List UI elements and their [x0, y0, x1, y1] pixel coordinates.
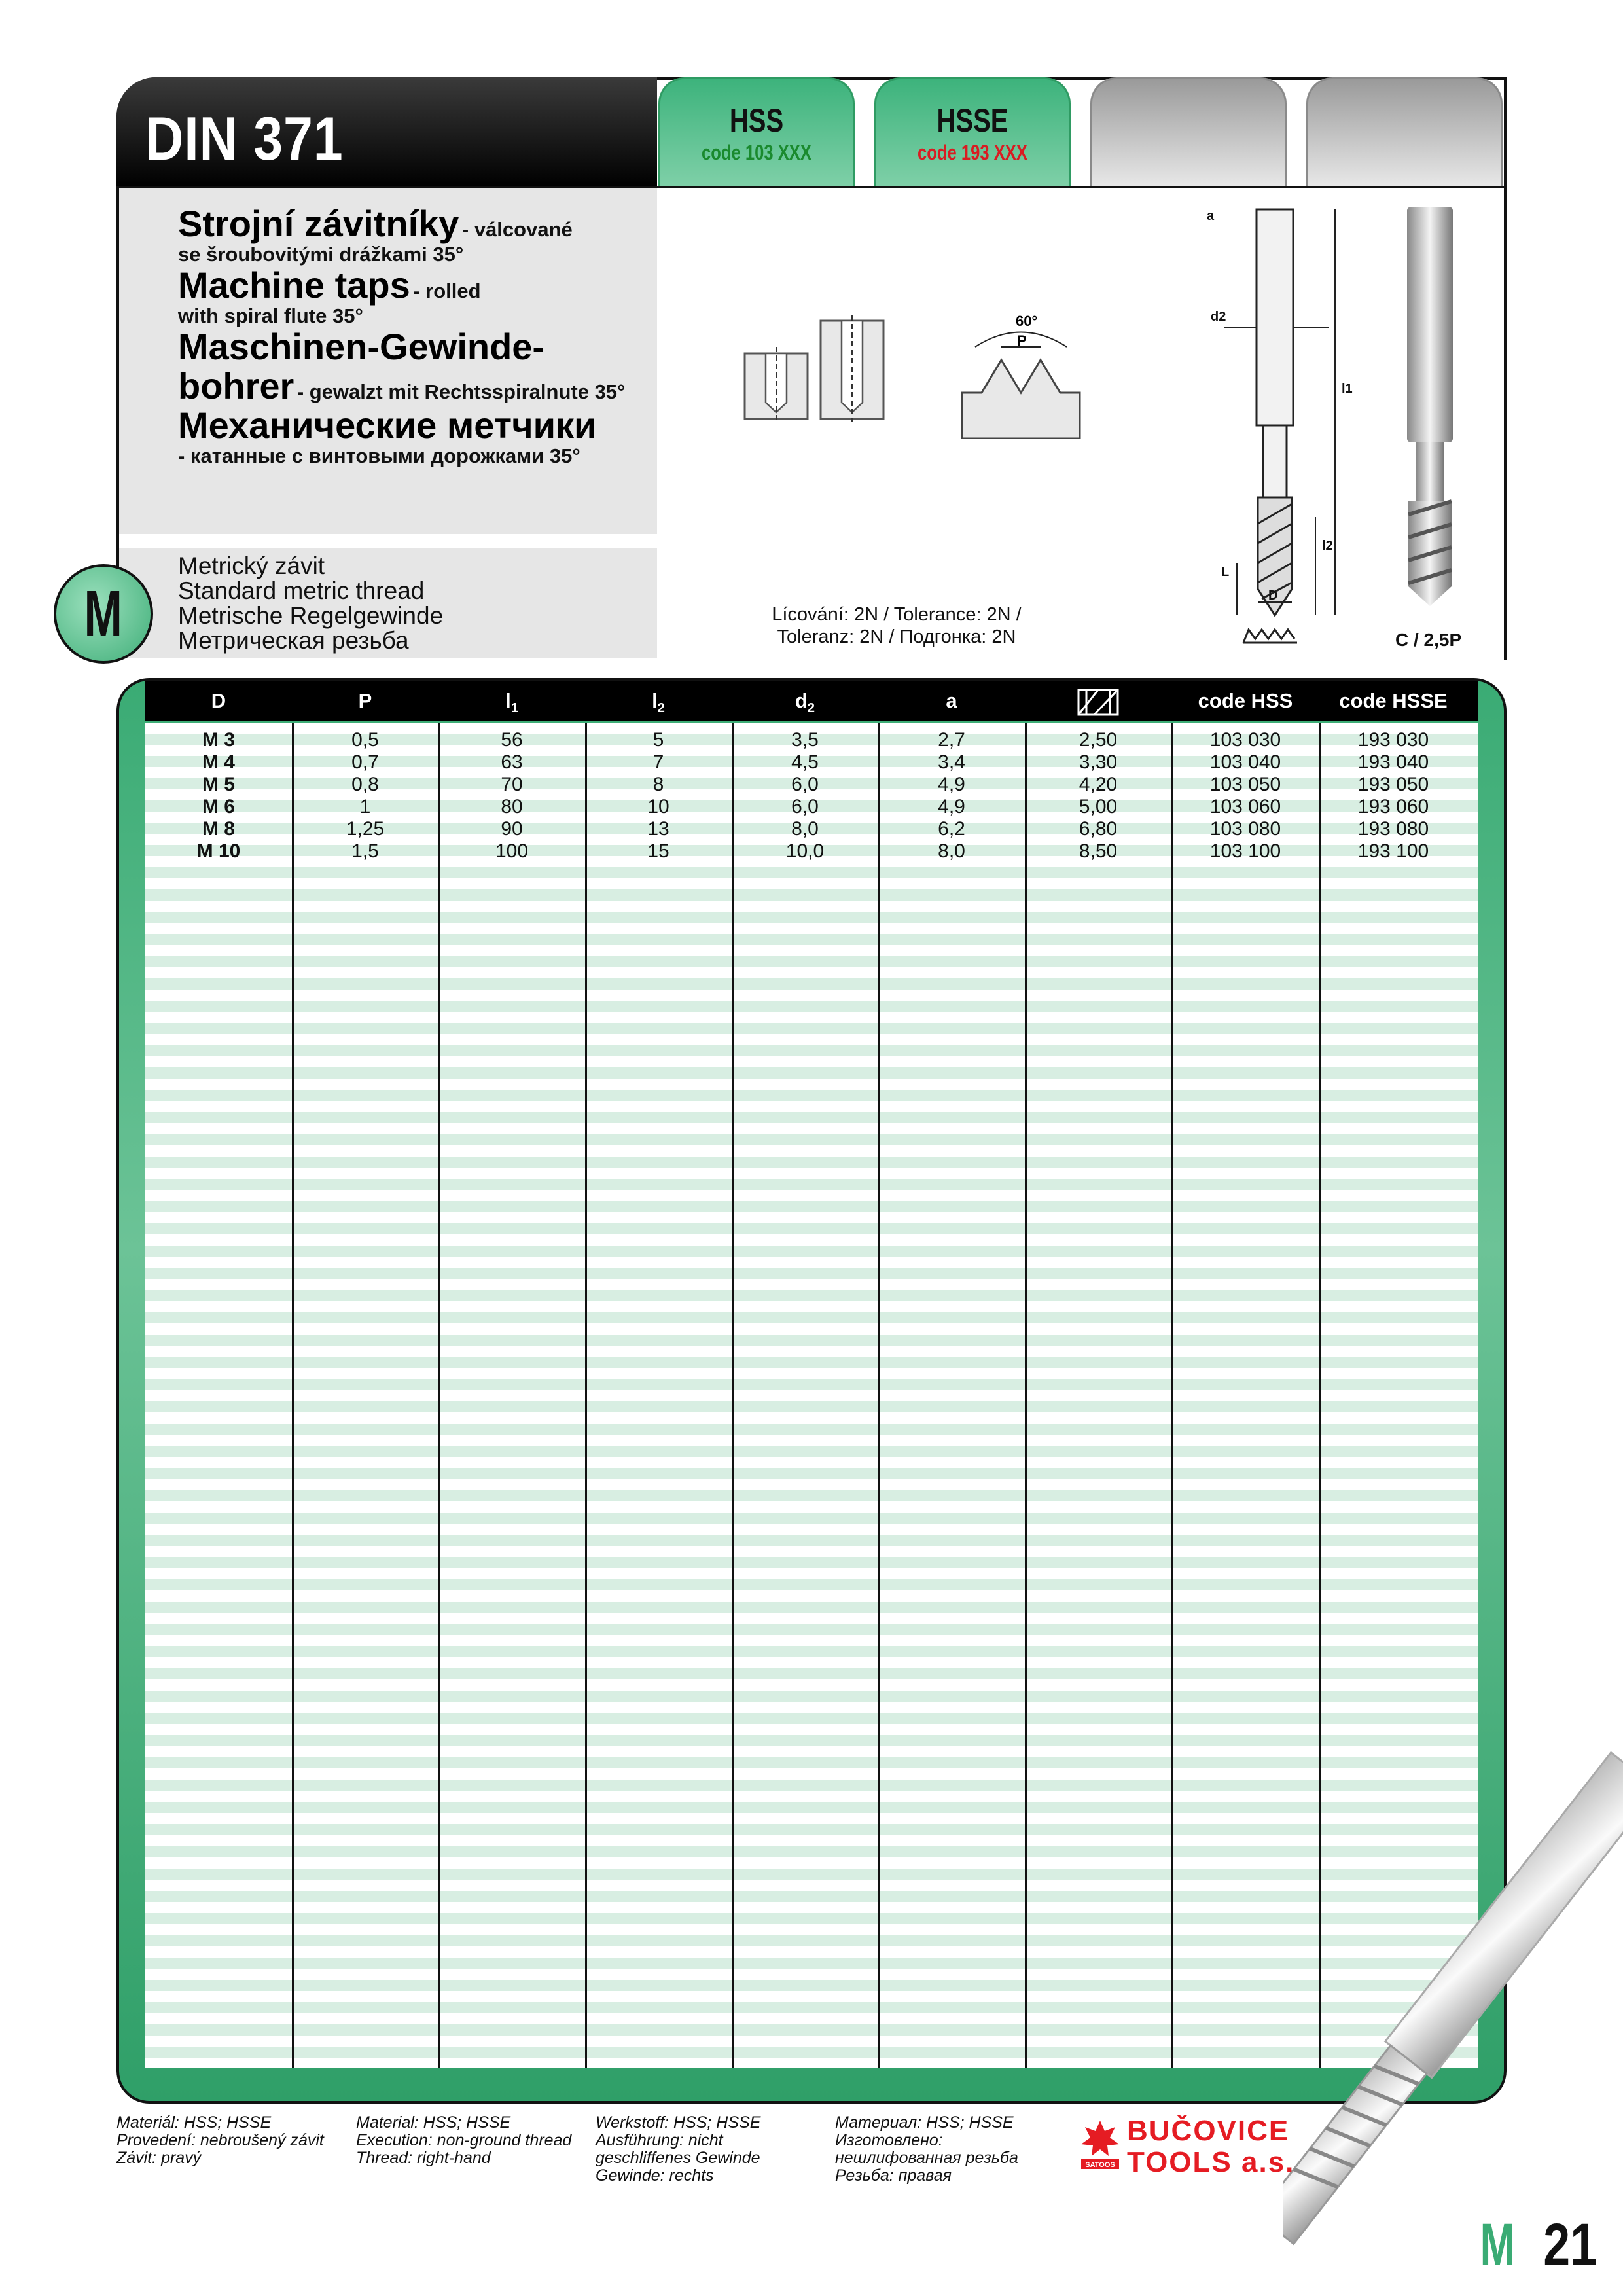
cell-p: 0,7 [351, 751, 379, 773]
footer-cz-line: Provedení: nebroušený závit [116, 2131, 324, 2149]
chamfer-label: C / 2,5P [1395, 630, 1462, 650]
cell-d2: 4,5 [791, 751, 819, 773]
cell-d2: 8,0 [791, 818, 819, 840]
cell-l1: 63 [501, 751, 523, 773]
cell-square: 6,80 [1079, 818, 1118, 840]
cell-d: M 10 [196, 840, 241, 862]
table-row [145, 796, 1478, 818]
cell-code-hsse: 193 060 [1357, 796, 1429, 817]
company-name-line-2: TOOLS a.s. [1127, 2146, 1295, 2178]
logo-small-text: SATOOS [1085, 2161, 1115, 2169]
cell-code-hss: 103 040 [1209, 751, 1281, 773]
ru-subtitle: - катанные с винтовыми дорожками 35° [178, 444, 580, 467]
tap-photo-icon [1400, 200, 1459, 606]
footer-de-line: Gewinde: rechts [596, 2166, 714, 2185]
table-body [145, 729, 1478, 863]
tab-hsse[interactable] [874, 77, 1071, 187]
table-stripes [145, 723, 1478, 2068]
cell-square: 8,50 [1079, 840, 1118, 862]
cell-d2: 3,5 [791, 729, 819, 751]
dim-l1: l1 [1342, 382, 1353, 396]
company-logo-icon [1079, 2118, 1122, 2170]
cell-p: 0,5 [351, 729, 379, 751]
cell-code-hsse: 193 080 [1357, 818, 1429, 840]
col-divider [1171, 723, 1173, 2068]
cell-code-hsse: 193 050 [1357, 774, 1429, 795]
table-row [145, 840, 1478, 863]
cell-code-hss: 103 030 [1209, 729, 1281, 751]
tab-hss-code: code 103 XXX [702, 141, 812, 164]
cz-suffix: - válcované [461, 218, 573, 241]
dim-D: D [1268, 588, 1278, 603]
cell-l2: 10 [647, 796, 669, 817]
cell-l2: 8 [652, 774, 664, 795]
ru-title: Механические метчики [178, 404, 597, 446]
table-row [145, 751, 1478, 774]
dim-L: L [1221, 565, 1230, 579]
col-header-p: P [358, 689, 372, 712]
col-header-code-hsse: code HSSE [1339, 689, 1448, 712]
de-suffix: - gewalzt mit Rechtsspiralnute 35° [296, 380, 626, 403]
cell-square: 3,30 [1079, 751, 1118, 773]
col-divider [732, 723, 734, 2068]
cell-d: M 6 [202, 796, 235, 817]
thread-ru: Метрическая резьба [178, 627, 409, 654]
cell-code-hss: 103 060 [1209, 796, 1281, 817]
footer-de-line: Ausführung: nicht [596, 2131, 723, 2149]
company-name-line-1: BUČOVICE [1127, 2115, 1290, 2147]
metric-badge [54, 564, 153, 664]
footer-en-line: Execution: non-ground thread [356, 2131, 572, 2149]
col-header-l2: $l_2$ [652, 689, 665, 716]
cz-title: Strojní závitníky [178, 203, 459, 244]
cell-a: 4,9 [938, 796, 965, 817]
footer-ru-line: Изготовлено: [835, 2131, 943, 2149]
cell-a: 3,4 [938, 751, 965, 773]
col-divider [585, 723, 587, 2068]
thread-en: Standard metric thread [178, 577, 425, 604]
footer-en [356, 2114, 571, 2167]
footer-ru-line: нешлифованная резьба [835, 2149, 1018, 2167]
cell-l1: 90 [501, 818, 523, 840]
en-suffix: - rolled [413, 279, 481, 302]
footer-ru [835, 2114, 1018, 2185]
tolerance-text [733, 603, 1060, 648]
footer-de-line: Werkstoff: HSS; HSSE [596, 2113, 761, 2132]
tab-hss-label: HSS [729, 102, 784, 139]
thread-type-box [119, 548, 657, 658]
de-title-1: Maschinen-Gewinde- [178, 326, 545, 367]
footer-cz [116, 2114, 324, 2167]
metric-badge-letter: M [84, 577, 123, 651]
tab-empty-1 [1090, 77, 1287, 187]
cell-code-hss: 103 050 [1209, 774, 1281, 795]
cell-d: M 8 [202, 818, 235, 840]
description-box [119, 188, 657, 534]
cell-p: 1,5 [351, 840, 379, 862]
col-header-l1: $l_1$ [505, 689, 518, 716]
cell-p: 1,25 [346, 818, 385, 840]
cell-p: 0,8 [351, 774, 379, 795]
table-header [145, 681, 1478, 721]
chamfer-icon [1241, 623, 1300, 649]
en-subtitle: with spiral flute 35° [178, 304, 363, 327]
cell-code-hsse: 193 100 [1357, 840, 1429, 862]
section-letter: M [1480, 2212, 1516, 2278]
tab-hsse-code: code 193 XXX [918, 141, 1027, 164]
page-number: 21 [1543, 2212, 1597, 2278]
cell-l1: 100 [495, 840, 529, 862]
company-name [1127, 2115, 1294, 2178]
cell-a: 4,9 [938, 774, 965, 795]
footer-en-line: Thread: right-hand [356, 2149, 491, 2167]
angle-label: 60° [1016, 313, 1038, 329]
footer-ru-line: Резьба: правая [835, 2166, 952, 2185]
cell-d: M 4 [202, 751, 235, 773]
cell-code-hss: 103 100 [1209, 840, 1281, 862]
cell-l2: 13 [647, 818, 669, 840]
cell-code-hsse: 193 040 [1357, 751, 1429, 773]
cell-d: M 5 [202, 774, 235, 795]
cell-square: 5,00 [1079, 796, 1118, 817]
pitch-label: P [1017, 332, 1027, 349]
cell-d2: 6,0 [791, 796, 819, 817]
dim-l2: l2 [1322, 539, 1333, 553]
cell-code-hsse: 193 030 [1357, 729, 1429, 751]
cell-square: 4,20 [1079, 774, 1118, 795]
dim-a: a [1207, 209, 1215, 223]
tab-hss[interactable] [658, 77, 855, 187]
col-header-code-hss: code HSS [1198, 689, 1293, 712]
col-header-a: a [946, 689, 957, 712]
col-header-d: D [211, 689, 226, 712]
tolerance-line-2: Toleranz: 2N / Подгонка: 2N [777, 626, 1016, 647]
hole-diagrams-icon [740, 314, 897, 425]
cell-l2: 15 [647, 840, 669, 862]
de-title-2: bohrer [178, 365, 294, 406]
cell-square: 2,50 [1079, 729, 1118, 751]
col-header-d2: $d_2$ [794, 689, 815, 716]
table-row [145, 774, 1478, 796]
cell-a: 2,7 [938, 729, 965, 751]
tap-dimension-drawing-icon [1198, 196, 1394, 641]
cell-a: 8,0 [938, 840, 965, 862]
table-row [145, 729, 1478, 751]
thread-de: Metrische Regelgewinde [178, 602, 444, 629]
tab-empty-2 [1306, 77, 1503, 187]
cell-l1: 80 [501, 796, 523, 817]
dim-d2: d2 [1211, 310, 1226, 324]
col-header-square-icon [1025, 681, 1171, 721]
tab-hsse-label: HSSE [936, 102, 1008, 139]
cell-d2: 6,0 [791, 774, 819, 795]
footer-ru-line: Материал: HSS; HSSE [835, 2113, 1014, 2132]
thread-profile-icon [955, 308, 1086, 439]
cz-subtitle: se šroubovitými drážkami 35° [178, 243, 464, 266]
cell-d: M 3 [202, 729, 235, 751]
cell-p: 1 [359, 796, 371, 817]
col-divider [292, 723, 294, 2068]
cell-l2: 5 [652, 729, 664, 751]
cell-l1: 56 [501, 729, 523, 751]
cell-d2: 10,0 [785, 840, 825, 862]
footer-en-line: Material: HSS; HSSE [356, 2113, 511, 2132]
table-row [145, 818, 1478, 840]
tap-decoration-icon [1283, 1734, 1623, 2271]
footer-cz-line: Materiál: HSS; HSSE [116, 2113, 272, 2132]
page-title: DIN 371 [145, 104, 344, 173]
footer-de-line: geschliffenes Gewinde [596, 2149, 760, 2167]
tolerance-line-1: Lícování: 2N / Tolerance: 2N / [772, 604, 1022, 625]
footer-de [596, 2114, 760, 2185]
footer-cz-line: Závit: pravý [116, 2149, 202, 2167]
cell-a: 6,2 [938, 818, 965, 840]
col-divider [438, 723, 440, 2068]
en-title: Machine taps [178, 264, 410, 306]
col-divider [1025, 723, 1027, 2068]
thread-cz: Metrický závit [178, 552, 325, 579]
cell-code-hss: 103 080 [1209, 818, 1281, 840]
cell-l1: 70 [501, 774, 523, 795]
cell-l2: 7 [652, 751, 664, 773]
col-divider [878, 723, 880, 2068]
